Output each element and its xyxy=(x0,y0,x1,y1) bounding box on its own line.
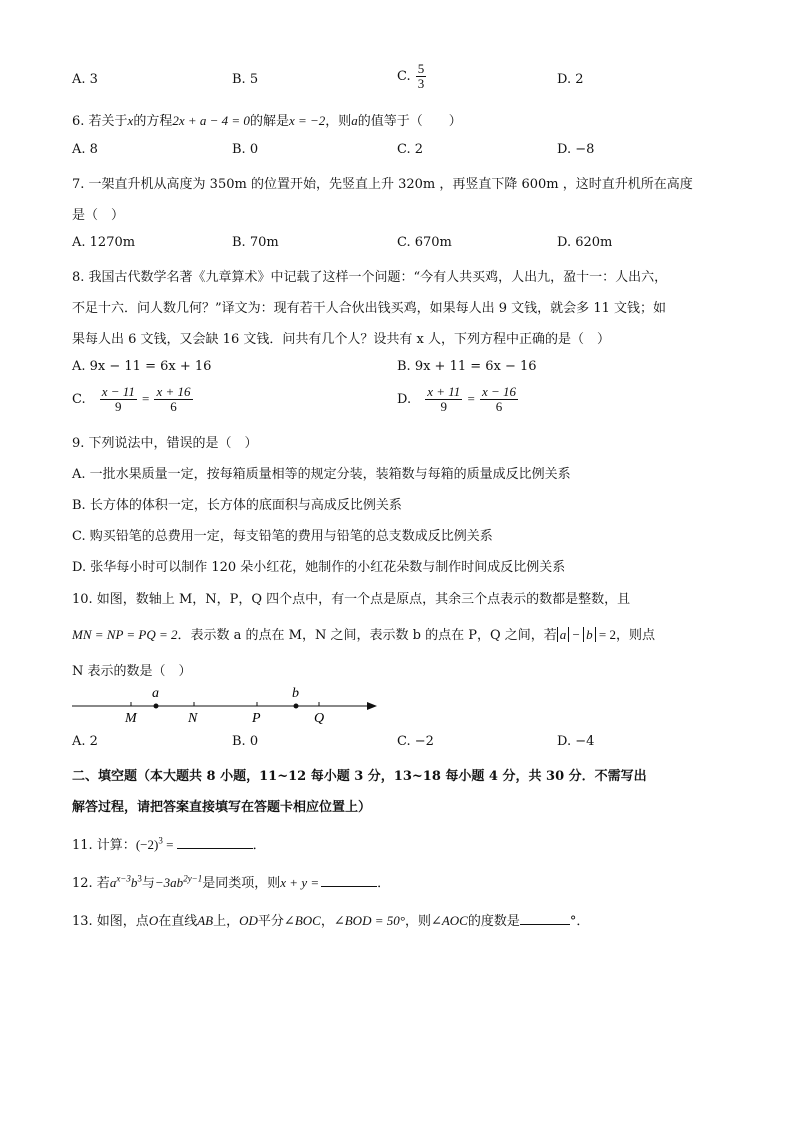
q7-stem-line2: 是（ ） xyxy=(72,208,125,223)
number-line-arrow-icon xyxy=(367,702,377,710)
point-a-dot xyxy=(154,704,159,709)
q7-option-c: C. 670m xyxy=(397,235,452,250)
q8-option-c: C. $\frac{x - 11}{9}$ = $\frac{x + 16}{6}$ xyxy=(72,384,191,414)
q5-option-c-label: C. xyxy=(397,69,411,84)
q9-option-a: A. 一批水果质量一定，按每箱质量相等的规定分装，装箱数与每箱的质量成反比例关系 xyxy=(72,467,571,482)
q10-option-d: D. −4 xyxy=(557,734,595,749)
label-n: N xyxy=(188,711,198,726)
q6-option-b: B. 0 xyxy=(232,142,259,157)
q8-stem-line3: 果每人出 6 文钱，又会缺 16 文钱．问共有几个人？设共有 x 人，下列方程中正确的是（ ） xyxy=(72,332,610,347)
label-p: P xyxy=(252,711,261,726)
q10-stem-line1: 10. 如图，数轴上 M，N，P，Q 四个点中，有一个点是原点，其余三个点表示的数都是整数，且 xyxy=(72,592,631,607)
q5-option-c-fraction: $\frac{5}{3}$ xyxy=(417,61,425,91)
label-q: Q xyxy=(314,711,325,726)
q6-option-c: C. 2 xyxy=(397,142,424,157)
q10-stem-line3: N 表示的数是（ ） xyxy=(72,664,192,679)
q8-option-a: A. 9x − 11 = 6x + 16 xyxy=(72,359,212,374)
q7-stem-line1: 7. 一架直升机从高度为 350m 的位置开始，先竖直上升 320m ，再竖直下降 600m ，这时直升机所在高度 xyxy=(72,177,693,192)
q6-option-a: A. 8 xyxy=(72,142,98,157)
point-b-dot xyxy=(294,704,299,709)
q7-option-a: A. 1270m xyxy=(72,235,136,250)
q13-answer-blank[interactable] xyxy=(520,924,570,925)
q10-option-c: C. −2 xyxy=(397,734,434,749)
q5-option-a: A. 3 xyxy=(72,72,98,87)
q8-stem-line2: 不足十六．问人数几何？”译文为：现有若干人合伙出钱买鸡，如果每人出 9 文钱，就会多 11 文钱；如 xyxy=(72,301,666,316)
q10-option-a: A. 2 xyxy=(72,734,98,749)
q9-option-b: B. 长方体的体积一定，长方体的底面积与高成反比例关系 xyxy=(72,498,402,513)
q9-option-d: D. 张华每小时可以制作 120 朵小红花，她制作的小红花朵数与制作时间成反比例关系 xyxy=(72,560,566,575)
q8-option-d: D. $\frac{x + 11}{9}$ = $\frac{x - 16}{6}$ xyxy=(397,384,516,414)
label-m: M xyxy=(125,711,137,726)
q5-option-d: D. 2 xyxy=(557,72,584,87)
q8-stem-line1: 8. 我国古代数学名著《九章算术》中记载了这样一个问题：“今有人共买鸡，人出九，盈十一：人出六， xyxy=(72,270,668,285)
section2-heading-line1: 二、填空题（本大题共 8 小题，11~12 每小题 3 分，13~18 每小题 4 分，共 30 分．不需写出 xyxy=(72,769,647,784)
q11-stem: 11. 计算：$(-2)^3$ = ． xyxy=(72,835,266,853)
q7-option-d: D. 620m xyxy=(557,235,613,250)
q8-option-b: B. 9x + 11 = 6x − 16 xyxy=(397,359,537,374)
q5-option-b: B. 5 xyxy=(232,72,259,87)
q10-option-b: B. 0 xyxy=(232,734,259,749)
q6-stem: 6. 若关于x的方程2x + a − 4 = 0的解是x = −2，则a的值等于（ ） xyxy=(72,113,462,129)
label-b: b xyxy=(292,686,299,701)
q13-stem: 13. 如图，点O在直线AB上，OD平分∠BOC，∠BOD = 50°，则∠AOC的度数是 °． xyxy=(72,913,590,929)
q5-option-c xyxy=(397,62,427,91)
q6-option-d: D. −8 xyxy=(557,142,595,157)
q12-stem: 12. 若$a^{x-3}b^3$与$-3ab^{2y-1}$是同类项，则x + y = ． xyxy=(72,873,391,891)
label-a: a xyxy=(152,686,159,701)
q10-stem-line2: MN = NP = PQ = 2．表示数 a 的点在 M，N 之间，表示数 b 的点在 P，Q 之间，若 a − b = 2，则点 xyxy=(72,627,655,643)
q9-option-c: C. 购买铅笔的总费用一定，每支铅笔的费用与铅笔的总支数成反比例关系 xyxy=(72,529,493,544)
q11-answer-blank[interactable] xyxy=(177,848,253,849)
number-line-figure xyxy=(70,682,390,730)
q9-stem: 9. 下列说法中，错误的是（ ） xyxy=(72,436,258,451)
q7-option-b: B. 70m xyxy=(232,235,279,250)
q12-answer-blank[interactable] xyxy=(321,886,377,887)
section2-heading-line2: 解答过程，请把答案直接填写在答题卡相应位置上） xyxy=(72,800,372,815)
